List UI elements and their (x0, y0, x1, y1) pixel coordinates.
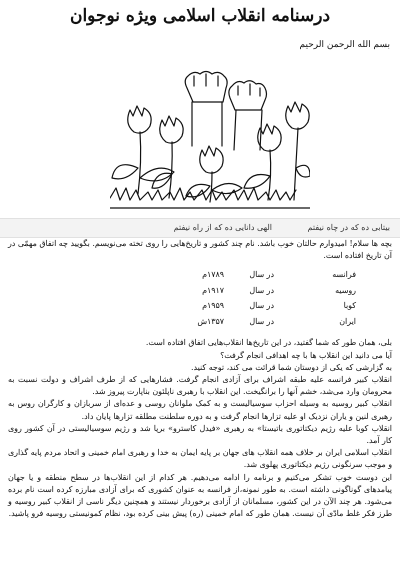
body-paragraph: آیا می دانید این انقلاب ها با چه اهدافی انجام گرفت؟ (220, 350, 392, 360)
lesson-body (8, 238, 392, 520)
country-name: روسیه (335, 285, 356, 295)
date-row (8, 285, 392, 301)
caption-strip (0, 218, 400, 238)
country-name: کوبا (343, 301, 356, 311)
year-value: ۱۷۸۹م (202, 270, 224, 280)
country-name: ایران (339, 316, 356, 326)
year-prefix: در سال (249, 270, 274, 280)
body-paragraph: انقلاب کبیر روسیه به وسیله احزاب سوسیالیست و به کمک ملوانان روسی و عده‌ای از سربازان و کارگران روس به رهبری لنین و یاران نزدیک او علیه تزارها انجام گرفت و به دوره سلطنت مطلقه تزارها پایان داد. (8, 399, 392, 421)
country-name: فرانسه (332, 270, 356, 280)
dates-list (8, 269, 392, 331)
date-row (8, 300, 392, 316)
body-paragraph: انقلاب کبیر فرانسه علیه طبقه اشراف برای آزادی انجام گرفت. فشارهایی که از طرف اشراف و دولت نسبت به محرومان وارد می‌شد، خشم آنها را برانگیخت. این انقلاب با رهبری ناپلئون بناپارت پیروز شد. (8, 375, 392, 397)
body-paragraph: انقلاب کوبا علیه رژیم دیکتاتوری باتیستا» به رهبری «فیدل کاسترو» برپا شد و رژیم سوسیالیستی در آن کشور روی کار آمد. (8, 423, 392, 446)
date-row (8, 316, 392, 332)
year-value: ۱۹۱۷م (202, 285, 224, 295)
year-prefix: در سال (249, 285, 274, 295)
basmala-text: بسم الله الرحمن الرحیم (299, 40, 390, 50)
year-value: ۱۹۵۹م (202, 301, 224, 311)
body-paragraph: بلی، همان طور که شما گفتید، در این تاریخ‌ها انقلاب‌هایی اتفاق افتاده است. (145, 338, 392, 348)
caption-part-2: الهی دانایی ده که از راه نیفتم (173, 223, 272, 232)
page-title: درسنامه انقلاب اسلامی ویژه نوجوان (69, 6, 331, 26)
date-row (8, 269, 392, 285)
year-prefix: در سال (249, 301, 274, 311)
year-prefix: در سال (249, 316, 274, 326)
tulip-fist-illustration (110, 58, 310, 210)
body-paragraph: به گزارشی که یکی از دوستان شما قرائت می کند، توجه کنید. (191, 362, 392, 372)
year-value: ۱۳۵۷ش (197, 316, 224, 326)
body-paragraph: انقلاب اسلامی ایران بر خلاف همه انقلاب های جهان بر پایه ایمان به خدا و رهبری امام خمینی و اتحاد مردم پایه گذاری و موجب سرنگونی رژیم دیکتاتوری پهلوی شد. (8, 448, 392, 470)
tulip-flowers (128, 102, 309, 202)
caption-part-1: بیتابی ده که در چاه نیفتم (307, 223, 390, 232)
body-paragraph: این دوست خوب تشکر می‌کنیم و برنامه را ادامه می‌دهیم. هر کدام از این انقلاب‌ها در سطح منطقه و یا جهان پیامدهای گوناگونی داشته است. به طور نمونه‌،از فرانسه به عنوان کشوری که برای آزادی مبارزه کرده است نام برده می‌شود. هر چند الآن در این کشور، مسلمانان از آزادی برخوردار نیستند و همچنین دیگر ناسی از انقلاب کبیر روسیه و طرز فکر غلط مادّی آن نیست. همان طور که امام خمینی (ره) پیش بینی کرده بود، نظام کمونیستی روسیه فرو پاشید. (8, 472, 392, 519)
raised-fists (185, 72, 266, 151)
intro-paragraph: بچه ها سلام! امیدوارم حالتان خوب باشد. نام چند کشور و تاریخ‌هایی را روی تخته می‌نویسم. بگویید چه اتفاق مهمّی در آن تاریخ افتاده است. (8, 239, 392, 261)
